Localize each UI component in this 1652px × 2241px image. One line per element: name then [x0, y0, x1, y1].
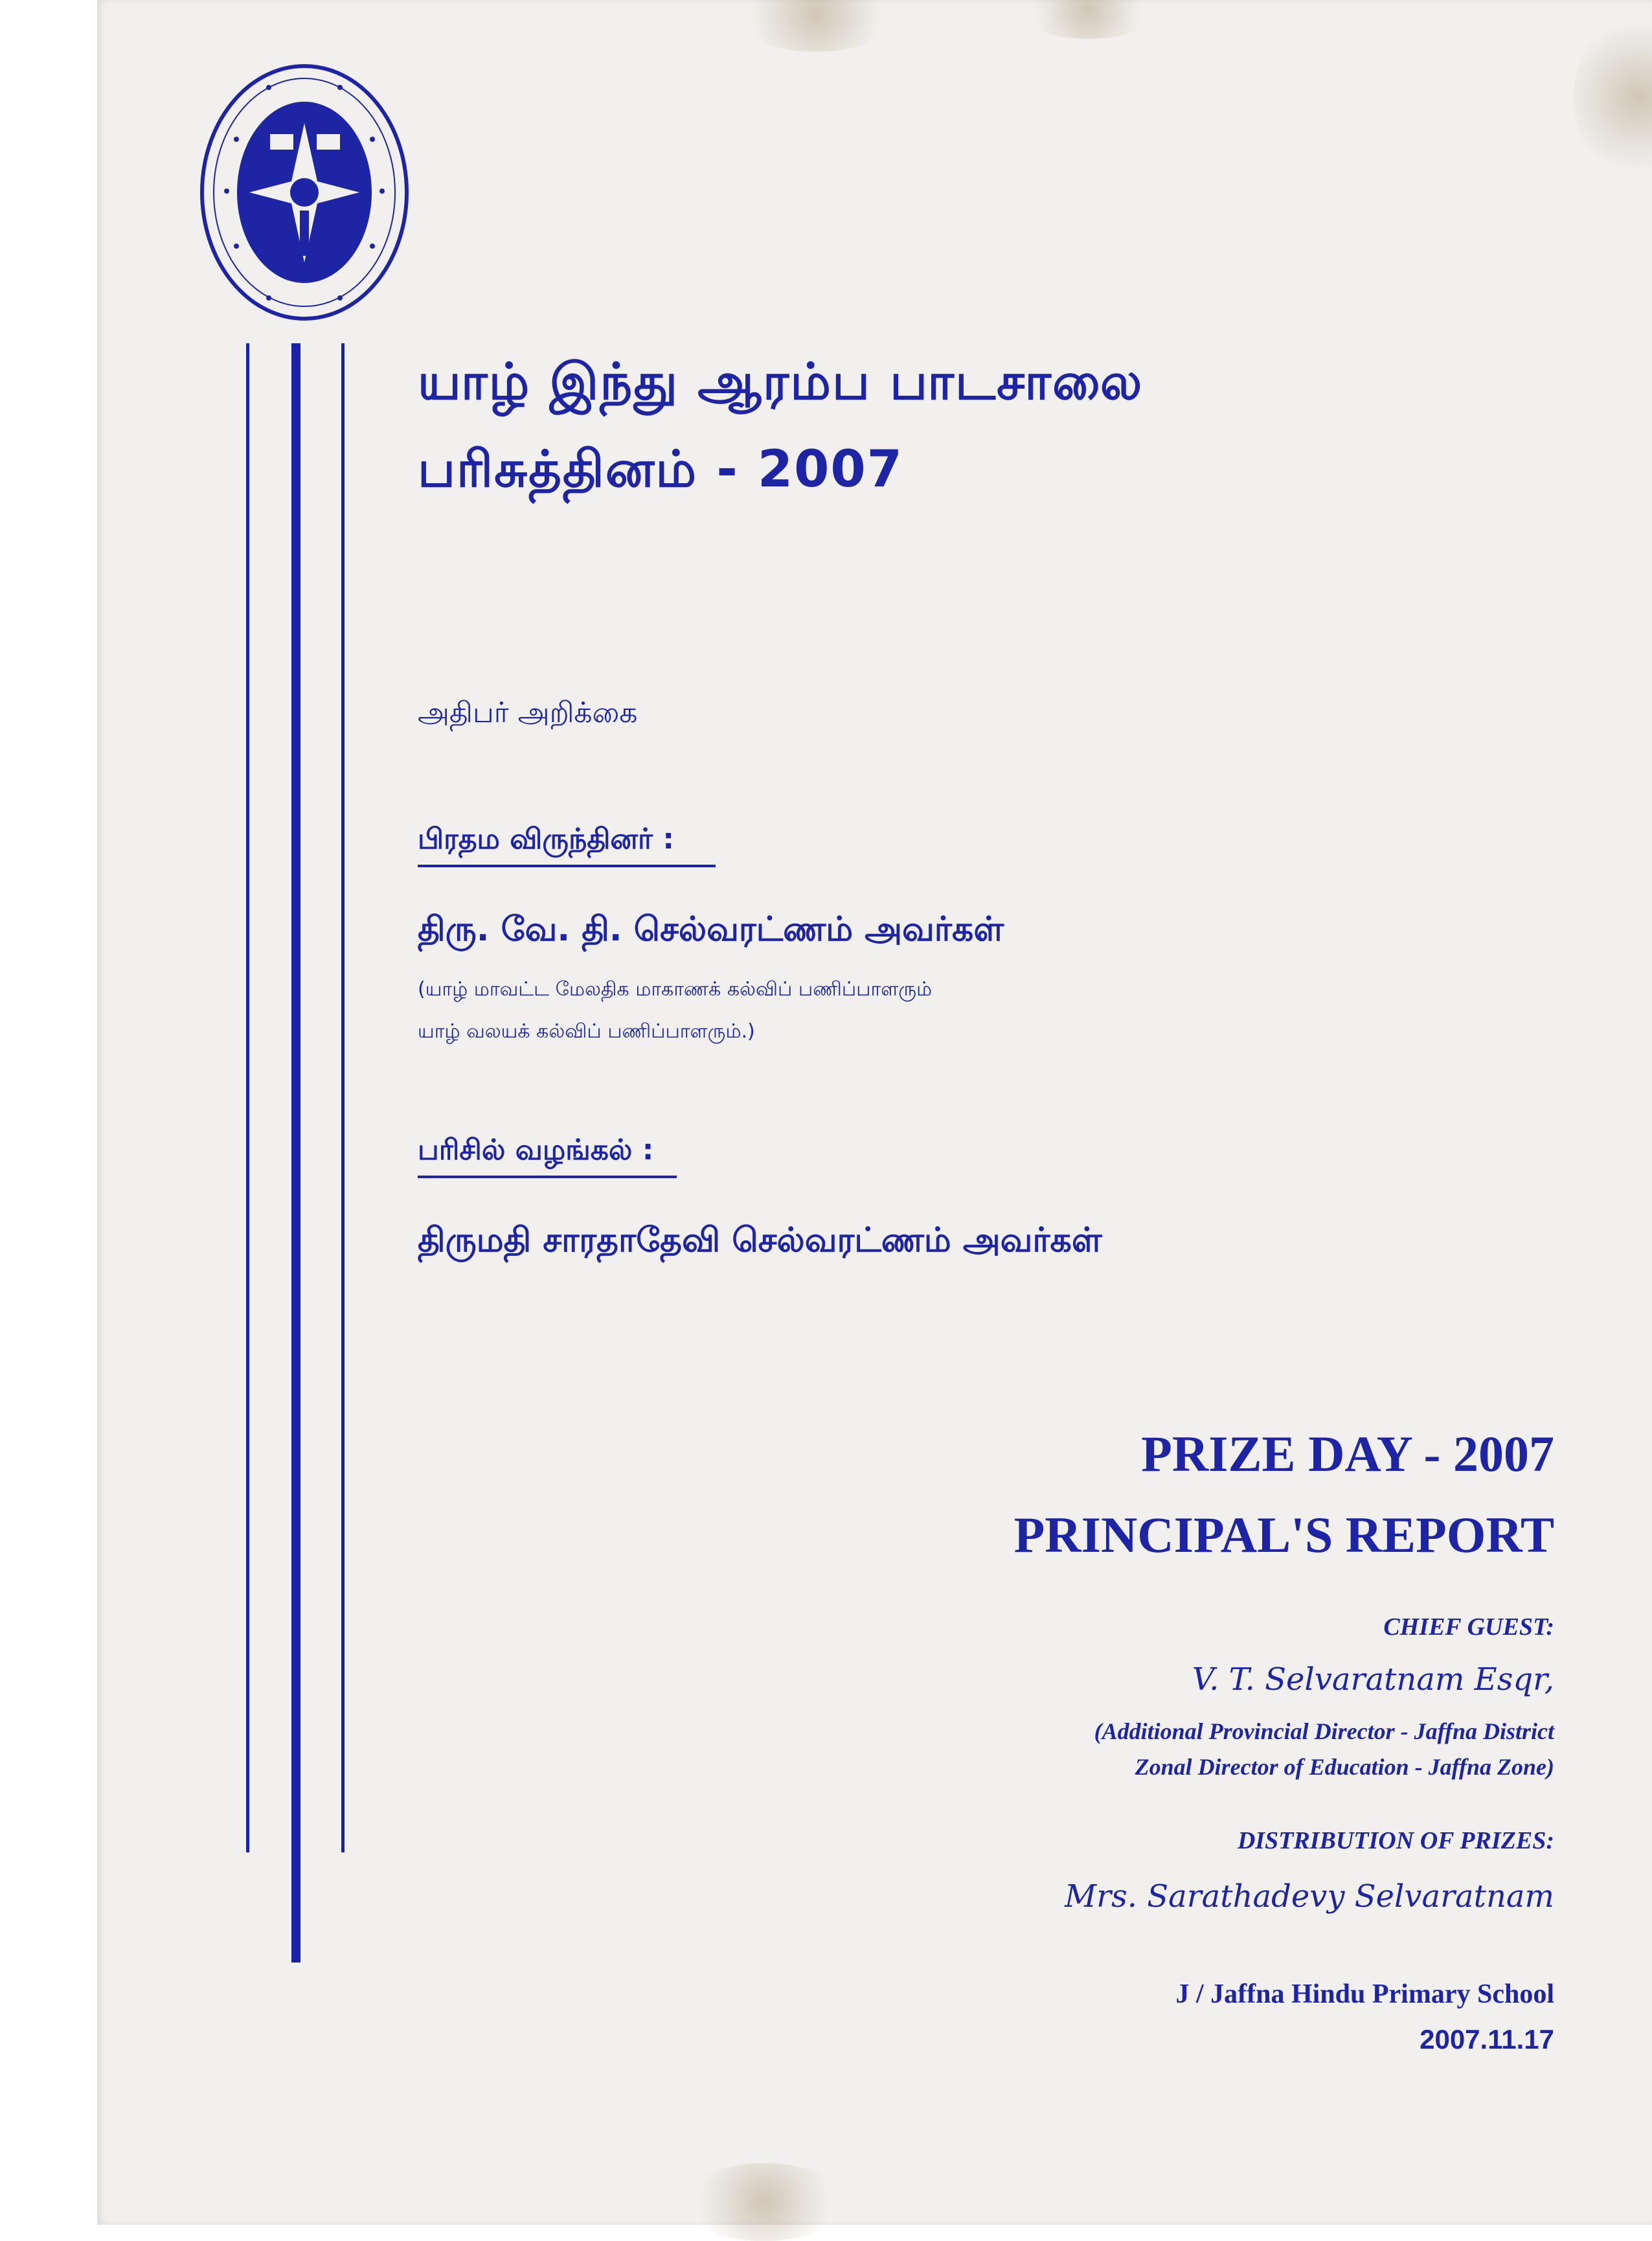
english-title-line1: PRIZE DAY - 2007	[1141, 1426, 1554, 1482]
heading-underline	[418, 865, 716, 867]
english-title-line2: PRINCIPAL'S REPORT	[1013, 1507, 1554, 1563]
tamil-prizes-heading: பரிசில் வழங்கல் :	[418, 1133, 654, 1166]
stain-mark	[1574, 13, 1652, 181]
english-prizes-name: Mrs. Sarathadevy Selvaratnam	[1064, 1878, 1554, 1915]
stain-mark	[1017, 0, 1159, 39]
english-school-name: J / Jaffna Hindu Primary School	[1175, 1979, 1554, 2009]
english-chief-guest-role-line1: (Additional Provincial Director - Jaffna District	[1094, 1718, 1554, 1744]
tamil-title-line1: யாழ் இந்து ஆரம்ப பாடசாலை	[418, 353, 1144, 411]
document-page	[97, 0, 1652, 2225]
tamil-prizes-name: திருமதி சாரதாதேவி செல்வரட்ணம் அவர்கள்	[418, 1221, 1102, 1260]
stain-mark	[680, 2163, 848, 2241]
stain-mark	[732, 0, 900, 52]
tamil-title-line2: பரிசுத்தினம் - 2007	[418, 440, 903, 499]
english-chief-guest-label: CHIEF GUEST:	[1383, 1613, 1554, 1641]
heading-underline	[418, 1176, 677, 1178]
english-date: 2007.11.17	[1420, 2024, 1554, 2054]
tamil-chief-guest-name: திரு. வே. தி. செல்வரட்ணம் அவர்கள்	[418, 910, 1004, 949]
school-crest-emblem	[198, 62, 411, 324]
tamil-chief-guest-role-line2: யாழ் வலயக் கல்விப் பணிப்பாளரும்.)	[418, 1020, 755, 1043]
tamil-chief-guest-role-line1: (யாழ் மாவட்ட மேலதிக மாகாணக் கல்விப் பணிப்பாளரும்	[418, 978, 933, 1001]
tamil-chief-guest-heading: பிரதம விருந்தினர் :	[418, 823, 674, 856]
english-chief-guest-role-line2: Zonal Director of Education - Jaffna Zone)	[1135, 1754, 1554, 1780]
english-chief-guest-name: V. T. Selvaratnam Esqr,	[1192, 1661, 1554, 1698]
english-prizes-label: DISTRIBUTION OF PRIZES:	[1237, 1827, 1554, 1854]
tamil-report-label: அதிபர் அறிக்கை	[418, 696, 638, 729]
